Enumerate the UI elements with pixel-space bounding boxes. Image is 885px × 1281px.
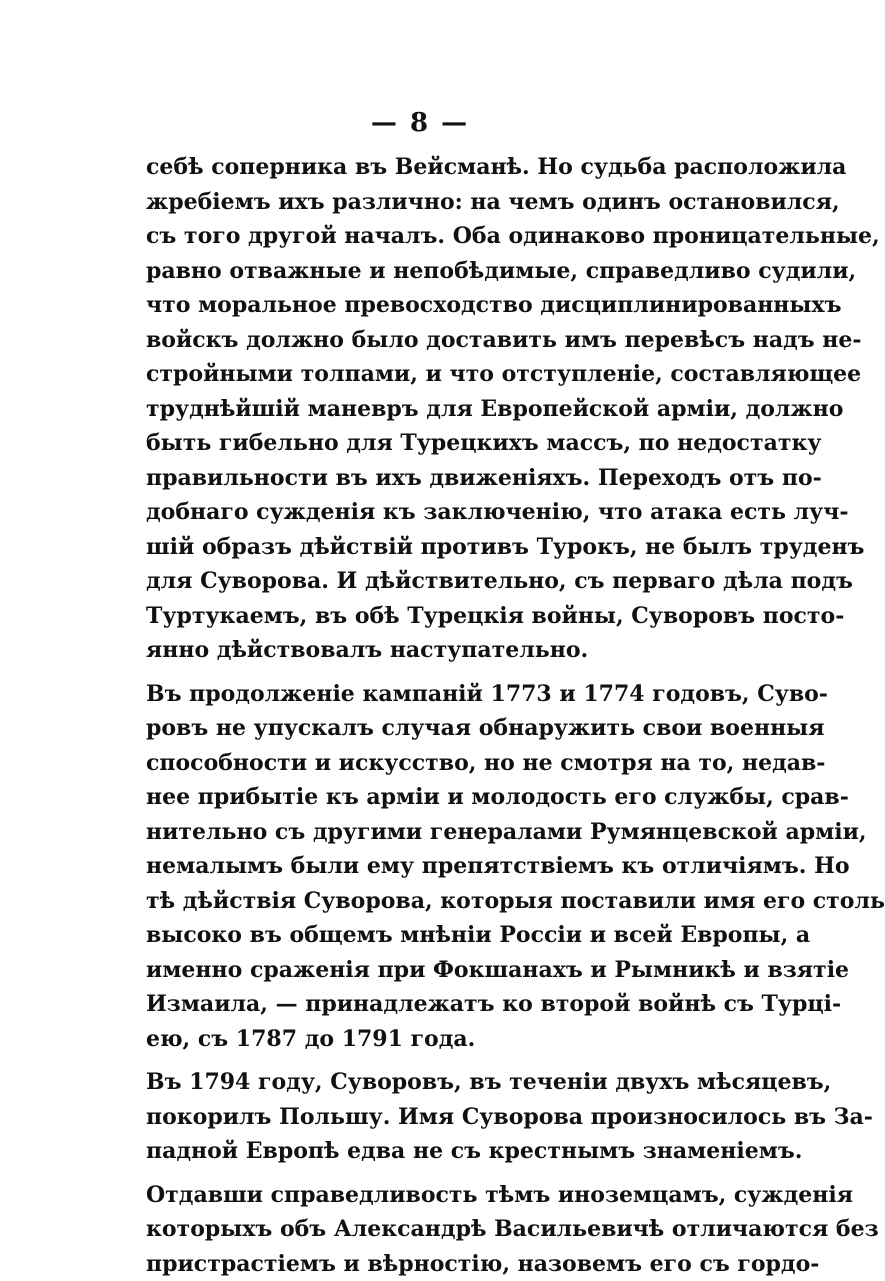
text-line: пристрастіемъ и вѣрностію, назовемъ его съ гордо- <box>146 1247 712 1281</box>
text-line: именно сраженія при Фокшанахъ и Рымникѣ и взятіе <box>146 953 712 988</box>
text-line: шій образъ дѣйствій противъ Турокъ, не былъ труденъ <box>146 530 712 565</box>
text-line: Измаила, — принадлежатъ ко второй войнѣ съ Турці- <box>146 987 712 1022</box>
text-line: нительно съ другими генералами Румянцевской арміи, <box>146 815 712 850</box>
text-line: Въ продолженіе кампаній 1773 и 1774 годовъ, Суво- <box>146 677 712 712</box>
text-line: которыхъ объ Александрѣ Васильевичѣ отличаются без <box>146 1212 712 1247</box>
text-line: что моральное превосходство дисциплинированныхъ <box>146 288 712 323</box>
text-line: правильности въ ихъ движеніяхъ. Переходъ отъ по- <box>146 461 712 496</box>
text-line: ровъ не упускалъ случая обнаружить свои военныя <box>146 711 712 746</box>
paragraph <box>146 1178 712 1281</box>
text-line: высоко въ общемъ мнѣніи Россіи и всей Европы, а <box>146 918 712 953</box>
text-line: труднѣйшій маневръ для Европейской арміи, должно <box>146 392 712 427</box>
text-line: немалымъ были ему препятствіемъ къ отличіямъ. Но <box>146 849 712 884</box>
text-line: стройными толпами, и что отступленіе, составляющее <box>146 357 712 392</box>
text-line: съ того другой началъ. Оба одинаково проницательные, <box>146 219 712 254</box>
text-line: Туртукаемъ, въ обѣ Турецкія войны, Суворовъ посто- <box>146 599 712 634</box>
text-line: себѣ соперника въ Вейсманѣ. Но судьба расположила <box>146 150 712 185</box>
text-line: жребіемъ ихъ различно: на чемъ одинъ остановился, <box>146 185 712 220</box>
text-line: покорилъ Польшу. Имя Суворова произносилось въ За- <box>146 1100 712 1135</box>
paragraph-gap <box>146 668 712 677</box>
text-line: для Суворова. И дѣйствительно, съ перваго дѣла подъ <box>146 564 712 599</box>
paragraph <box>146 150 712 668</box>
text-line: равно отважные и непобѣдимые, справедливо судили, <box>146 254 712 289</box>
text-line: тѣ дѣйствія Суворова, которыя поставили имя его столь <box>146 884 712 919</box>
text-line: янно дѣйствовалъ наступательно. <box>146 633 712 668</box>
body-text <box>146 150 712 1281</box>
text-line: способности и искусство, но не смотря на то, недав- <box>146 746 712 781</box>
text-line: добнаго сужденія къ заключенію, что атака есть луч- <box>146 495 712 530</box>
text-line: Отдавши справедливость тѣмъ иноземцамъ, сужденія <box>146 1178 712 1213</box>
paragraph <box>146 677 712 1057</box>
text-line: ею, съ 1787 до 1791 года. <box>146 1022 712 1057</box>
paragraph-gap <box>146 1169 712 1178</box>
text-line: войскъ должно было доставить имъ перевѣсъ надъ не- <box>146 323 712 358</box>
text-line: Въ 1794 году, Суворовъ, въ теченіи двухъ мѣсяцевъ, <box>146 1065 712 1100</box>
text-line: падной Европѣ едва не съ крестнымъ знаменіемъ. <box>146 1134 712 1169</box>
page-number: — 8 — <box>0 108 840 138</box>
paragraph <box>146 1065 712 1169</box>
paragraph-gap <box>146 1056 712 1065</box>
text-line: быть гибельно для Турецкихъ массъ, по недостатку <box>146 426 712 461</box>
text-line: нее прибытіе къ арміи и молодость его службы, срав- <box>146 780 712 815</box>
